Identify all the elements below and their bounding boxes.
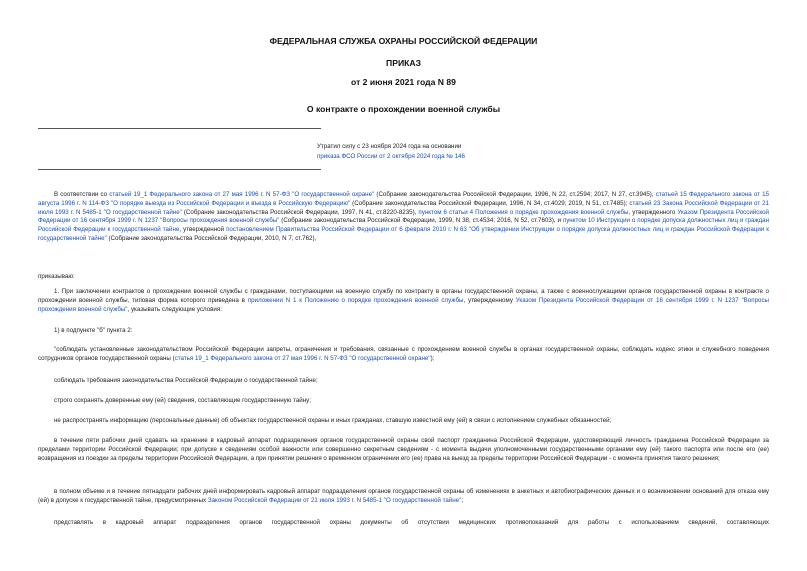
law-link-114fz[interactable]: статьей 15 Федерального закона от 15 августа 1996 г. N 114-ФЗ "О порядке выезда из Российской Федерации и въезда в Российскую Федерацию" — [38, 191, 770, 207]
preamble-text: (Собрание законодательства Российской Федерации, 1999, N 38, ст.4534; 2016, N 52, ст.7603), и — [279, 217, 563, 225]
law-link-57fz[interactable]: статьей 19_1 Федерального закона от 27 мая 1996 г. N 57-ФЗ "О государственной охране" — [109, 191, 375, 198]
item-1-text: , утвержденному — [463, 296, 516, 304]
keep-secret-line: строго сохранять доверенные ему (ей) сведения, составляющие государственную тайну; — [54, 397, 311, 404]
no-disclosure-line: не распространять информацию (персональные данные) об объектах государственной охраны и иных гражданах, ставшую известной ему (ей) в связи с исполнением служебных обязанностей; — [54, 417, 612, 424]
law-link-5485-1[interactable]: Законом Российской Федерации от 21 июля 1993 г. N 5485-1 "О государственной тайне" — [207, 496, 462, 504]
separator-top — [38, 128, 321, 129]
regulation-link-military-service[interactable]: пунктом 6 статьи 4 Положения о порядке прохождения военной службы — [418, 208, 629, 216]
inform-text: в полном объеме и в течение пятнадцати рабочих дней информировать кадровый аппарат подразделения органов государственной охраны об изменениях в анкетных и автобиографических данных и о возникновении оснований для отказа ему (ей) в допуске к государственной тайне, предусмотренных — [38, 488, 769, 504]
document-subject: О контракте о прохождении военной службы — [306, 104, 501, 114]
repeal-order-link[interactable]: приказа ФСО России от 2 октября 2024 года № 146 — [317, 153, 465, 160]
item-1-text: 1. При заключении контрактов о прохождении военной службы с гражданами, поступающими на военную службу по контракту в органы государственной охраны, а также с военнослужащими органов государственной охраны в контракте о прохождении военной службы, типовая форма которого приведена в — [38, 288, 769, 304]
quote-text: "соблюдать установленные законодательством Российской Федерации запреты, ограничения и требования, связанные с прохождением военной службы в органах государственной охраны, соблюдать кодекс этики и служебного поведения сотрудников органов государственной охраны ( — [38, 346, 769, 362]
preamble-text: (Собрание законодательства Российской Федерации, 1997, N 41, ст.8220-8235), — [181, 208, 419, 216]
law-link-5485-1[interactable]: статьей 23 Закона Российской Федерации от 21 июля 1993 г. N 5485-1 "О государственной тайне" — [38, 199, 770, 216]
law-link-57fz[interactable]: статья 19_1 Федерального закона от 27 мая 1996 г. N 57-ФЗ "О государственной охране" — [174, 354, 431, 362]
preamble-text: В соответствии со — [54, 191, 110, 198]
decree-link-1237[interactable]: Указом Президента Российской Федерации от 16 сентября 1999 г. N 1237 "Вопросы прохождения военной службы" — [38, 208, 769, 225]
issuing-authority: ФЕДЕРАЛЬНАЯ СЛУЖБА ОХРАНЫ РОССИЙСКОЙ ФЕДЕРАЦИИ — [269, 36, 538, 46]
preamble-text: (Собрание законодательства Российской Федерации, 1996, N 34, ст.4029; 2019, N 51, ст.7485); — [350, 199, 630, 207]
preamble-paragraph — [38, 191, 769, 244]
repeal-status: Утратил силу с 23 ноября 2024 года на основании — [317, 143, 462, 150]
inform-paragraph — [38, 488, 769, 506]
decree-link-1237[interactable]: Указом Президента Российской Федерации от 16 сентября 1999 г. N 1237 "Вопросы прохождения военной службы" — [38, 296, 769, 313]
preamble-text: , утвержденной — [179, 226, 227, 234]
resolution-link-63[interactable]: постановлением Правительства Российской Федерации от 6 февраля 2010 г. N 63 "Об утверждении Инструкции о порядке допуска должностных лиц и граждан Российской Федерации к государственной тайне" — [38, 226, 769, 242]
document-date-number: от 2 июня 2021 года N 89 — [351, 77, 456, 87]
separator-bottom — [38, 169, 321, 170]
preamble-text: (Собрание законодательства Российской Федерации, 2010, N 7, ст.762), — [106, 234, 317, 242]
instruction-link-clearance[interactable]: пунктом 10 Инструкции о порядке допуска должностных лиц и граждан Российской Федерации к государственной тайне — [38, 217, 770, 234]
document-type: ПРИКАЗ — [386, 58, 421, 68]
item-1-paragraph — [38, 288, 769, 314]
appendix-link[interactable]: приложении N 1 к Положению о порядке прохождения военной службы — [247, 296, 464, 304]
quote-paragraph — [38, 346, 769, 364]
preamble-text: , утвержденного — [628, 208, 678, 216]
inform-text: ; — [461, 496, 464, 504]
subitem-1: 1) в подпункте "б" пункта 2: — [54, 327, 133, 334]
order-word: приказываю: — [38, 273, 75, 280]
quote-text: ); — [430, 354, 435, 362]
last-paragraph: представлять в кадровый аппарат подразделения органов государственной охраны документы об отсутствии медицинских противопоказаний для работы с использованием сведений, составляющих — [54, 519, 769, 526]
item-1-text: , указывать следующие условия: — [127, 305, 222, 313]
preamble-text: (Собрание законодательства Российской Федерации, 1996, N 22, ст.2594; 2017, N 27, ст.3945), — [374, 191, 656, 198]
passport-paragraph: в течение пяти рабочих дней сдавать на хранение в кадровый аппарат подразделения органов государственной охраны свой паспорт гражданина Российской Федерации, удостоверяющий личность гражданина Российской Федерации за пределами территории Российской Федерации; при допуске к сведениям особой важности или совершенно секретным сведениям - с момента выдачи уполномоченными государственными органами ему (ей) такого паспорта или после его (ее) возвращения из поездки за пределы территории Российской Федерации, а при принятии решения о временном ограничении его (ее) права на выезд за пределы территории Российской Федерации - с момента принятия такого решения; — [38, 437, 769, 462]
secret-requirements-line: соблюдать требования законодательства Российской Федерации о государственной тайне; — [54, 377, 318, 384]
